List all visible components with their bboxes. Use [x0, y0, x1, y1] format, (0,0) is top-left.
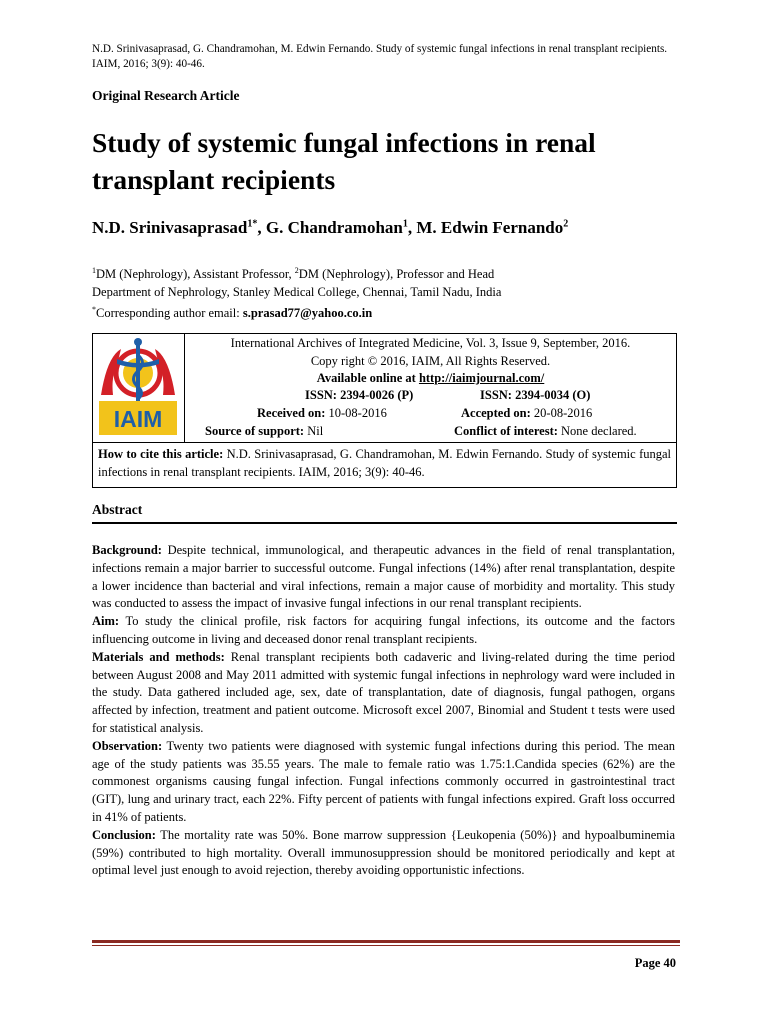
how-to-cite: How to cite this article: N.D. Srinivasaprasad, G. Chandramohan, M. Edwin Fernando. Study of systemic fungal infections in renal transplant recipients. IAIM, 2016; 3(9): 40-46. — [93, 442, 676, 487]
author-name: G. Chandramohan — [265, 218, 403, 237]
abstract-divider — [92, 522, 677, 524]
conflict-of-interest: Conflict of interest: None declared. — [454, 424, 637, 438]
author-name: N.D. Srinivasaprasad — [92, 218, 248, 237]
abstract-aim: Aim: To study the clinical profile, risk factors for acquiring fungal infections, its outcome and the factors influencing outcome in living and deceased donor renal transplant recipients. — [92, 614, 675, 646]
received-date: Received on: 10-08-2016 — [257, 406, 387, 420]
affiliation-line-1: $^1$DM (Nephrology), Assistant Professor, $^2$DM (Nephrology), Professor and Head — [92, 266, 495, 282]
journal-info-box — [92, 333, 677, 488]
author-affiliation-mark: 2 — [563, 218, 569, 230]
copyright-line: Copy right © 2016, IAIM, All Rights Reserved. — [310, 353, 551, 368]
accepted-date: Accepted on: 20-08-2016 — [461, 406, 593, 420]
running-head: N.D. Srinivasaprasad, G. Chandramohan, M. Edwin Fernando. Study of systemic fungal infections in renal transplant recipients. IAIM, 2016; 3(9): 40-46. — [92, 43, 668, 70]
journal-url-link[interactable]: http://iaimjournal.com/ — [418, 371, 545, 385]
author-affiliation-mark: 1 — [402, 218, 408, 230]
abstract-heading: Abstract — [92, 502, 143, 517]
author-affiliation-mark: 1* — [247, 218, 258, 230]
abstract-background: Background: Despite technical, immunological, and therapeutic advances in the field of renal transplantation, infections remain a major barrier to successful outcome. Fungal infections (14%) after renal transplantation, despite a lower incidence than bacterial and viral infections, remain a major cause of morbidity and mortality. This study was conducted to assess the impact of invasive fungal infections in our renal transplant recipients. — [92, 543, 675, 611]
iaim-logo-icon — [95, 337, 181, 439]
abstract-methods: Materials and methods: Renal transplant recipients both cadaveric and living-related during the time period between August 2008 and May 2011 admitted with systemic fungal infections in nephrology ward were included in the study. Data gathered included age, sex, date of transplantation, date of diagnosis, fungal pathogen, organs affected by infection, treatment and patient outcome. Microsoft excel 2007, Binomial and Student t tests were used for statistical analysis. — [92, 649, 675, 735]
corresponding-author: *Corresponding author email: s.prasad77@yahoo.co.in — [92, 305, 373, 321]
page-number: Page 40 — [634, 956, 676, 970]
svg-text:IAIM: IAIM — [113, 406, 163, 432]
issn-print: ISSN: 2394-0026 (P) — [305, 388, 414, 402]
issn-online: ISSN: 2394-0034 (O) — [480, 388, 591, 402]
available-online: Available online at http://iaimjournal.com/ — [316, 371, 545, 385]
affiliation-line-2: Department of Nephrology, Stanley Medical College, Chennai, Tamil Nadu, India — [92, 285, 502, 300]
author-list: N.D. Srinivasaprasad$^{1*}$, G. Chandramohan$^1$, M. Edwin Fernando$^2$ — [92, 218, 569, 237]
source-of-support: Source of support: Nil — [205, 424, 324, 438]
abstract-observation: Observation: Twenty two patients were diagnosed with systemic fungal infections during this period. The mean age of the study patients was 35.55 years. The male to female ratio was 1.75:1.Candida species (62%) are the commonest organisms causing fungal infection. Fungal infections commonly occurred in gastrointestinal tract (GIT), lung and urinary tract, each 22%. Fifty percent of patients with fungal infections expired. Graft loss occurred in 41% of patients. — [92, 738, 675, 824]
journal-line: International Archives of Integrated Medicine, Vol. 3, Issue 9, September, 2016. — [230, 336, 631, 350]
author-email[interactable]: s.prasad77@yahoo.co.in — [242, 306, 373, 321]
author-name: M. Edwin Fernando — [416, 218, 564, 237]
affiliations — [92, 262, 692, 322]
abstract-conclusion: Conclusion: The mortality rate was 50%. Bone marrow suppression {Leukopenia (50%)} and hypoalbuminemia (59%) contributed to high mortality. Overall immunosuppression should be monitored periodically and kept at optimal level just enough to avoid rejection, thereby avoiding opportunistic infections. — [92, 827, 675, 878]
paper-title: Study of systemic fungal infections in renal transplant recipients — [92, 127, 596, 195]
footer-divider — [92, 940, 680, 948]
journal-logo-cell — [93, 334, 185, 442]
article-type: Original Research Article — [92, 88, 240, 103]
abstract-body — [92, 542, 675, 880]
